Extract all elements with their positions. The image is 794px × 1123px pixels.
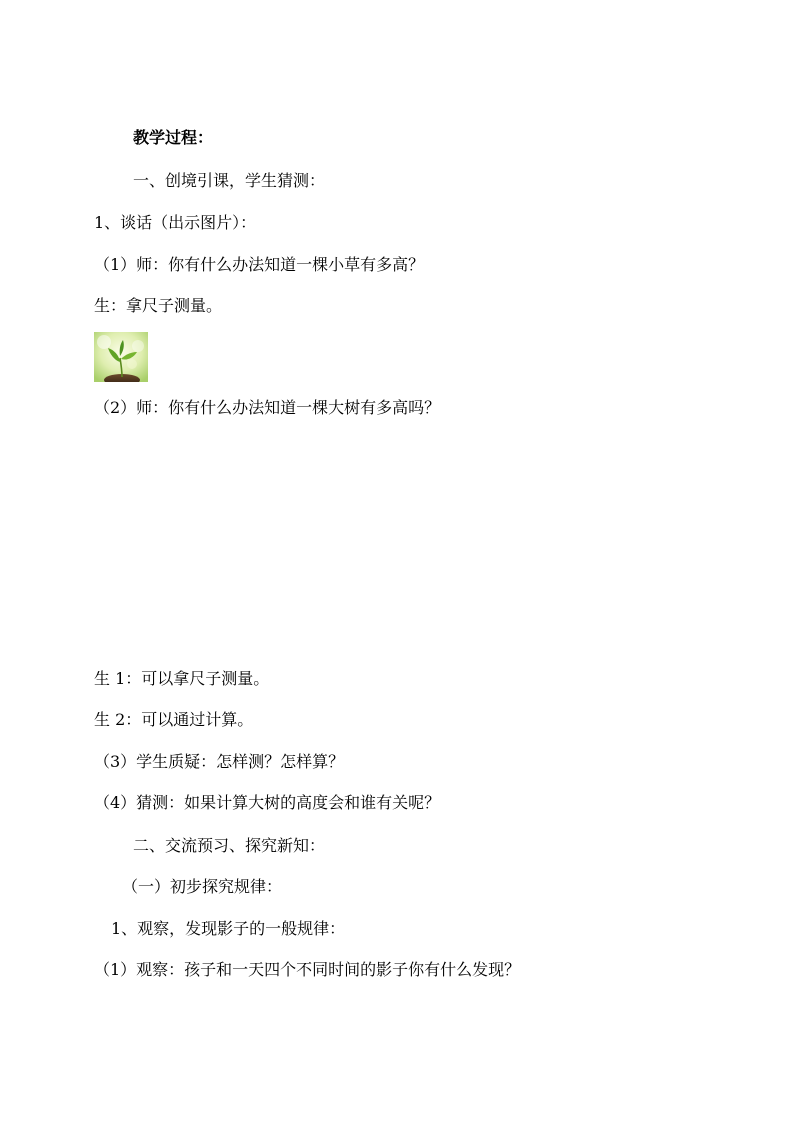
section2-title: 二、交流预习、探究新知： (133, 836, 326, 855)
subsection-1-title: （一）初步探究规律： (122, 877, 283, 896)
answer-2-1: 生 1：可以拿尺子测量。 (94, 669, 270, 688)
sprout-image (94, 332, 148, 382)
question-4: （4）猜测：如果计算大树的高度会和谁有关呢？ (94, 793, 441, 812)
subsection-1-item-1: 1、观察，发现影子的一般规律： (111, 919, 346, 938)
section1-title: 一、创境引课，学生猜测： (133, 171, 326, 190)
answer-1: 生：拿尺子测量。 (94, 296, 223, 315)
answer-2-2: 生 2：可以通过计算。 (94, 710, 254, 729)
question-2: （2）师：你有什么办法知道一棵大树有多高吗？ (94, 398, 441, 417)
subsection-1-question-1: （1）观察：孩子和一天四个不同时间的影子你有什么发现？ (94, 960, 521, 979)
item-1: 1、谈话（出示图片）： (94, 213, 257, 232)
question-3: （3）学生质疑：怎样测？怎样算？ (94, 752, 345, 771)
question-1: （1）师：你有什么办法知道一棵小草有多高？ (94, 255, 425, 274)
heading: 教学过程： (133, 128, 214, 147)
